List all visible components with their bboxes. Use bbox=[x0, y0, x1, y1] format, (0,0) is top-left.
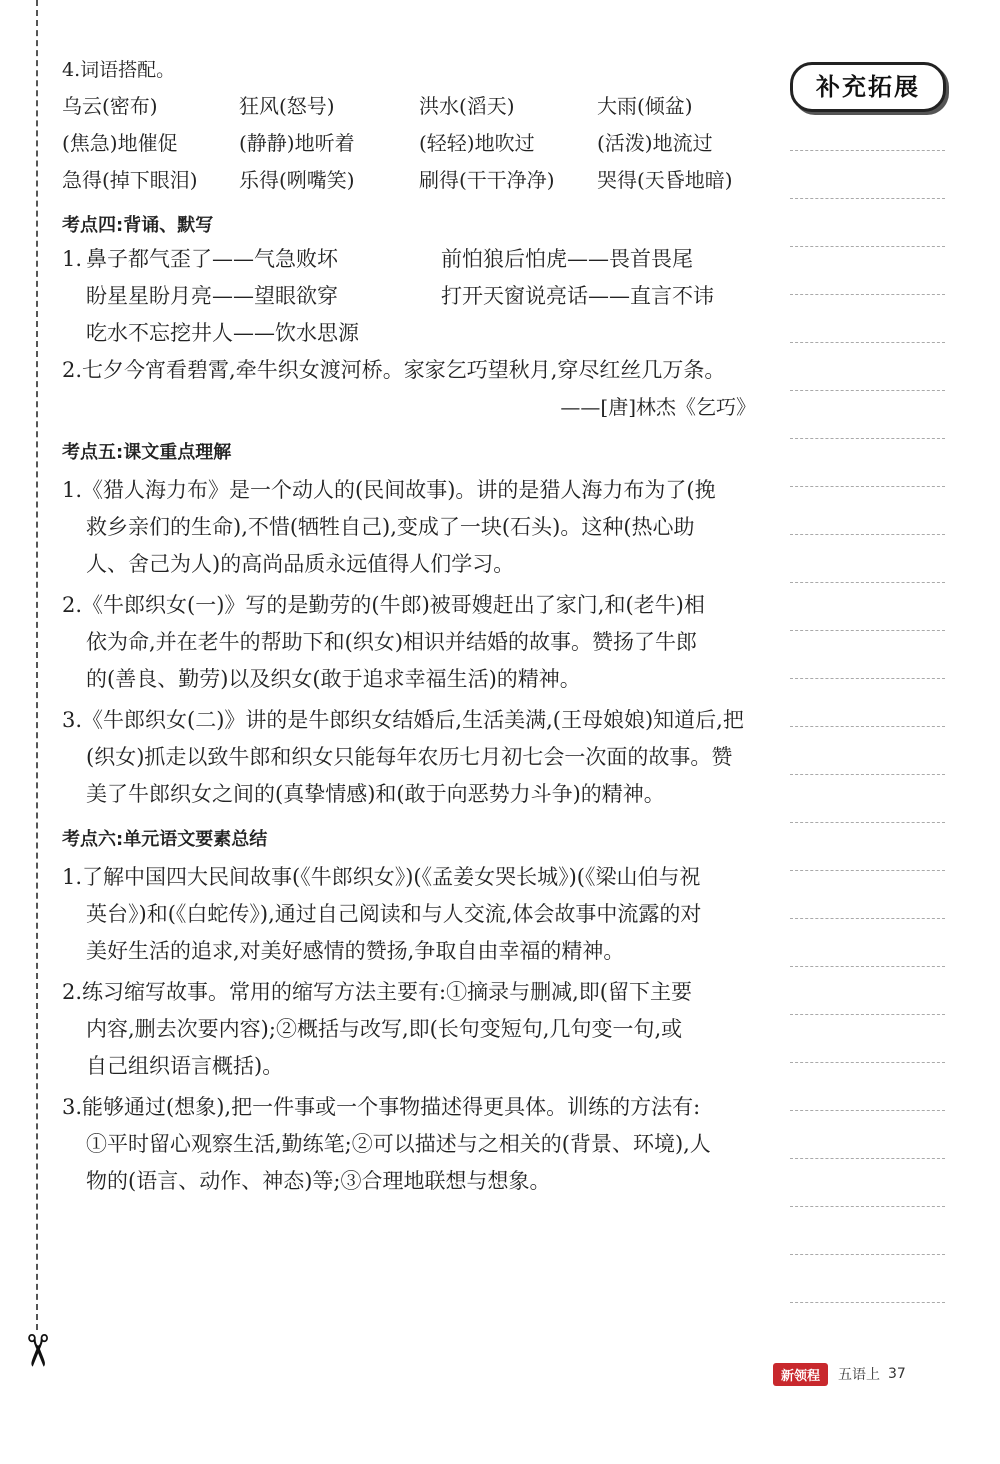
note-line bbox=[790, 1014, 945, 1015]
note-line bbox=[790, 1302, 945, 1303]
q4-row bbox=[62, 125, 762, 162]
note-line bbox=[790, 1254, 945, 1255]
s5-item bbox=[62, 587, 762, 698]
q4-cell: 哭得(天昏地暗) bbox=[597, 168, 733, 192]
text-line: 的(善良、勤劳)以及织女(敢于追求幸福生活)的精神。 bbox=[86, 667, 581, 691]
text-line: 救乡亲们的生命),不惜(牺牲自己),变成了一块(石头)。这种(热心助 bbox=[86, 515, 695, 539]
idiom-pair bbox=[441, 315, 761, 352]
text-line: 物的(语言、动作、神态)等;③合理地联想与想象。 bbox=[86, 1169, 551, 1193]
q4-cell: 乌云(密布) bbox=[62, 94, 158, 118]
text-line: 1.了解中国四大民间故事(《牛郎织女》)(《孟姜女哭长城》)(《梁山伯与祝 bbox=[62, 865, 701, 889]
note-line bbox=[790, 534, 945, 535]
note-line bbox=[790, 1158, 945, 1159]
q4-cell: 大雨(倾盆) bbox=[597, 94, 693, 118]
note-line bbox=[790, 342, 945, 343]
s6-item bbox=[62, 974, 762, 1085]
note-line bbox=[790, 966, 945, 967]
text-line: (织女)抓走以致牛郎和织女只能每年农历七月初七会一次面的故事。赞 bbox=[86, 745, 733, 769]
idiom-pair: 鼻子都气歪了——气急败坏 bbox=[86, 247, 338, 271]
q4-cell: (焦急)地催促 bbox=[62, 131, 178, 155]
idiom-pair: 吃水不忘挖井人——饮水思源 bbox=[86, 321, 359, 345]
q4-cell: (活泼)地流过 bbox=[597, 131, 713, 155]
note-line bbox=[790, 918, 945, 919]
s6-item bbox=[62, 859, 762, 970]
poem-source: ——[唐]林杰《乞巧》 bbox=[560, 395, 756, 419]
q4-cell: 洪水(滔天) bbox=[419, 94, 515, 118]
note-line bbox=[790, 582, 945, 583]
note-line bbox=[790, 678, 945, 679]
scissors-icon: ✂ bbox=[10, 1332, 62, 1369]
subject-label: 五语上 bbox=[838, 1367, 881, 1383]
note-line bbox=[790, 630, 945, 631]
note-line bbox=[790, 1110, 945, 1111]
s5-item bbox=[62, 472, 762, 583]
page-footer bbox=[773, 1362, 906, 1386]
text-line: 依为命,并在老牛的帮助下和(织女)相识并结婚的故事。赞扬了牛郎 bbox=[86, 630, 698, 654]
idiom-row bbox=[62, 315, 762, 352]
text-line: 英台》)和(《白蛇传》),通过自己阅读和与人交流,体会故事中流露的对 bbox=[86, 902, 702, 926]
cut-line bbox=[36, 0, 38, 1330]
q4-title: 4.词语搭配。 bbox=[62, 59, 176, 81]
section-heading-4: 考点四:背诵、默写 bbox=[62, 215, 214, 236]
q4-cell: 急得(掉下眼泪) bbox=[62, 168, 198, 192]
note-line bbox=[790, 870, 945, 871]
idiom-pair: 前怕狼后怕虎——畏首畏尾 bbox=[441, 247, 693, 271]
text-line: 1.《猎人海力布》是一个动人的(民间故事)。讲的是猎人海力布为了(挽 bbox=[62, 478, 716, 502]
text-line: 2.《牛郎织女(一)》写的是勤劳的(牛郎)被哥嫂赶出了家门,和(老牛)相 bbox=[62, 593, 705, 617]
idiom-pair: 盼星星盼月亮——望眼欲穿 bbox=[86, 284, 338, 308]
s4-item-1 bbox=[62, 241, 762, 352]
text-line: ①平时留心观察生活,勤练笔;②可以描述与之相关的(背景、环境),人 bbox=[86, 1132, 711, 1156]
q4-cell: 乐得(咧嘴笑) bbox=[239, 168, 355, 192]
note-line bbox=[790, 198, 945, 199]
note-line bbox=[790, 1062, 945, 1063]
q4-cell: (轻轻)地吹过 bbox=[419, 131, 535, 155]
s6-item bbox=[62, 1089, 762, 1200]
q4-cell: 刷得(干干净净) bbox=[419, 168, 555, 192]
section-heading-6: 考点六:单元语文要素总结 bbox=[62, 829, 268, 850]
text-line: 2.练习缩写故事。常用的缩写方法主要有:①摘录与删减,即(留下主要 bbox=[62, 980, 692, 1004]
note-line bbox=[790, 438, 945, 439]
text-line: 美好生活的追求,对美好感情的赞扬,争取自由幸福的精神。 bbox=[86, 939, 625, 963]
note-line bbox=[790, 150, 945, 151]
text-line: 3.《牛郎织女(二)》讲的是牛郎织女结婚后,生活美满,(王母娘娘)知道后,把 bbox=[62, 708, 744, 732]
text-line: 内容,删去次要内容);②概括与改写,即(长句变短句,几句变一句,或 bbox=[86, 1017, 683, 1041]
answer-content bbox=[62, 52, 762, 1200]
idiom-row bbox=[62, 241, 762, 278]
text-line: 美了牛郎织女之间的(真挚情感)和(敢于向恶势力斗争)的精神。 bbox=[86, 782, 665, 806]
q4-row bbox=[62, 162, 762, 199]
supplement-badge: 补充拓展 bbox=[790, 62, 946, 112]
idiom-pair: 打开天窗说亮话——直言不讳 bbox=[441, 284, 714, 308]
brand-logo: 新领程 bbox=[773, 1363, 828, 1386]
note-line bbox=[790, 726, 945, 727]
text-line: 人、舍己为人)的高尚品质永远值得人们学习。 bbox=[86, 552, 515, 576]
text-line: 3.能够通过(想象),把一件事或一个事物描述得更具体。训练的方法有: bbox=[62, 1095, 701, 1119]
note-line bbox=[790, 294, 945, 295]
poem-line: 2.七夕今宵看碧霄,牵牛织女渡河桥。家家乞巧望秋月,穿尽红丝几万条。 bbox=[62, 358, 726, 382]
q4-cell: 狂风(怒号) bbox=[239, 94, 335, 118]
note-line bbox=[790, 246, 945, 247]
note-lines bbox=[790, 150, 945, 1350]
s5-item bbox=[62, 702, 762, 813]
note-line bbox=[790, 486, 945, 487]
q4-cell: (静静)地听着 bbox=[239, 131, 355, 155]
note-line bbox=[790, 822, 945, 823]
note-line bbox=[790, 390, 945, 391]
note-line bbox=[790, 1206, 945, 1207]
idiom-row bbox=[62, 278, 762, 315]
page-number: 37 bbox=[888, 1366, 906, 1382]
item-number: 1. bbox=[62, 247, 83, 271]
text-line: 自己组织语言概括)。 bbox=[86, 1054, 284, 1078]
q4-row bbox=[62, 88, 762, 125]
note-line bbox=[790, 774, 945, 775]
section-heading-5: 考点五:课文重点理解 bbox=[62, 442, 232, 463]
